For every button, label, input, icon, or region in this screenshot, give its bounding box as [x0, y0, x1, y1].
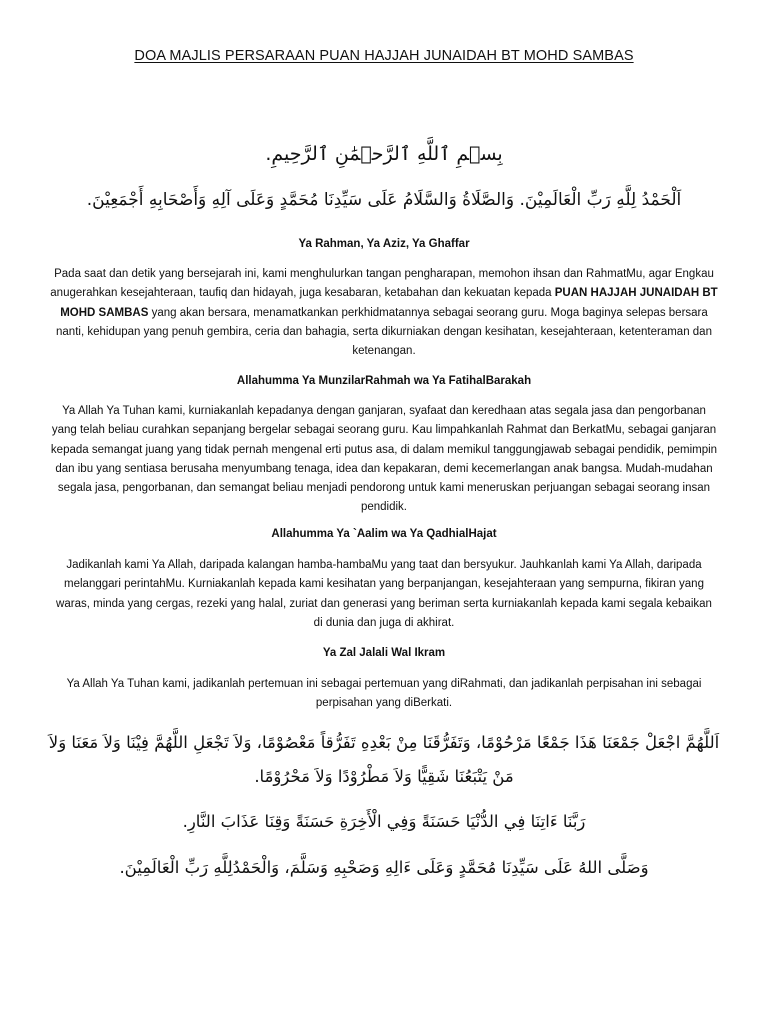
paragraph-text: Pada saat dan detik yang bersejarah ini, kami menghulurkan tangan pengharapan, memohon ihsan dan RahmatMu, agar Engkau anugerahkan kesejahteraan, taufiq dan hidayah, juga kesabaran, ketabahan dan kekuatan kepada: [50, 268, 714, 300]
section-heading-3: Allahumma Ya `Aalim wa Ya QadhialHajat: [271, 528, 497, 540]
section-paragraph-2: Ya Allah Ya Tuhan kami, kurniakanlah kepadanya dengan ganjaran, syafaat dan keredhaan atas segala jasa dan pengorbanan yang telah beliau curahkan sepanjang bergelar sebagai seorang guru. Kau limpahkanlah Rahmat dan BerkatMu, sebagai ganjaran kepada semangat juang yang tidak pernah mengenal erti putus asa, di dalam memikul tanggungjawab sebagai pendidik, pemimpin dan ibu yang sentiasa berusaha menyumbang tenaga, idea dan kepakaran, demi kecemerlangan anak bangsa. Mudah-mudahan segala jasa, pengorbanan, dan semangat beliau menjadi pendorong untuk kami meneruskan perjuangan sebagai seorang insan pendidik.: [50, 405, 718, 514]
closing-dua-2: رَبَّنَا ءَاتِنَا فِي الدُّنْيَا حَسَنَةً وَفِي الْأَخِرَةِ حَسَنَةً وَقِنَا عَذَابَ النَّارِ.: [182, 812, 586, 831]
section-paragraph-3: Jadikanlah kami Ya Allah, daripada kalangan hamba-hambaMu yang taat dan bersyukur. Jauhkanlah kami Ya Allah, daripada melanggari perintahMu. Kurniakanlah kepada kami kesihatan yang berpanjangan, kesejahteraan yang sempurna, fikiran yang waras, minda yang cergas, rezeki yang halal, zuriat dan generasi yang beriman serta kurniakanlah kepada kami segala kebaikan di dunia dan juga di akhirat.: [56, 559, 712, 629]
section-paragraph-1: [50, 265, 718, 361]
hamdalah-line: اَلْحَمْدُ لِلَّهِ رَبِّ الْعَالَمِيْنَ. وَالصَّلَاةُ وَالسَّلَامُ عَلَى سَيِّدِنَا مُحَمَّدٍ وَعَلَى آلِهِ وَأَصْحَابِهِ أَجْمَعِيْنَ.: [86, 190, 682, 210]
closing-dua-3: وَصَلَّى اللهُ عَلَى سَيِّدِنَا مُحَمَّدٍ وَعَلَى ءَالِهِ وَصَحْبِهِ وَسَلَّمَ، وَالْحَمْدُلِلَّهِ رَبِّ الْعَالَمِيْنَ.: [119, 858, 649, 877]
section-heading-4: Ya Zal Jalali Wal Ikram: [322, 647, 446, 659]
section-paragraph-4: Ya Allah Ya Tuhan kami, jadikanlah pertemuan ini sebagai pertemuan yang diRahmati, dan jadikanlah perpisahan ini sebagai perpisahan yang diBerkati.: [66, 678, 702, 710]
section-heading-1: Ya Rahman, Ya Aziz, Ya Ghaffar: [298, 238, 470, 250]
closing-dua-1: اَللَّهُمَّ اجْعَلْ جَمْعَنَا هَذَا جَمْعًا مَرْحُوْمًا، وَتَفَرُّقَنَا مِنْ بَعْدِهِ تَفَرُّقاً مَعْصُوْمًا، وَلاَ تَجْعَلِ اللَّهُمَّ فِيْنَا وَلاَ مَعَنَا وَلاَ مَنْ يَتْبَعُنَا شَقِيًّا وَلاَ مَطْرُوْدًا وَلاَ مَحْرُوْمًا.: [48, 733, 720, 786]
basmala-line: بِسۡمِ ٱللَّهِ ٱلرَّحۡمَٰنِ ٱلرَّحِيمِ.: [265, 143, 503, 165]
retiree-name: PUAN HAJJAH JUNAIDAH BT MOHD SAMBAS: [60, 287, 718, 319]
section-heading-2: Allahumma Ya MunzilarRahmah wa Ya FatihalBarakah: [236, 375, 532, 387]
document-title: DOA MAJLIS PERSARAAN PUAN HAJJAH JUNAIDAH BT MOHD SAMBAS: [134, 48, 634, 64]
paragraph-text: yang akan bersara, menamatkankan perkhidmatannya sebagai seorang guru. Moga baginya selepas bersara nanti, kehidupan yang penuh gembira, ceria dan bahagia, serta dikurniakan dengan kesihatan, kesejahteraan, ketenteraman dan ketenangan.: [56, 306, 712, 358]
